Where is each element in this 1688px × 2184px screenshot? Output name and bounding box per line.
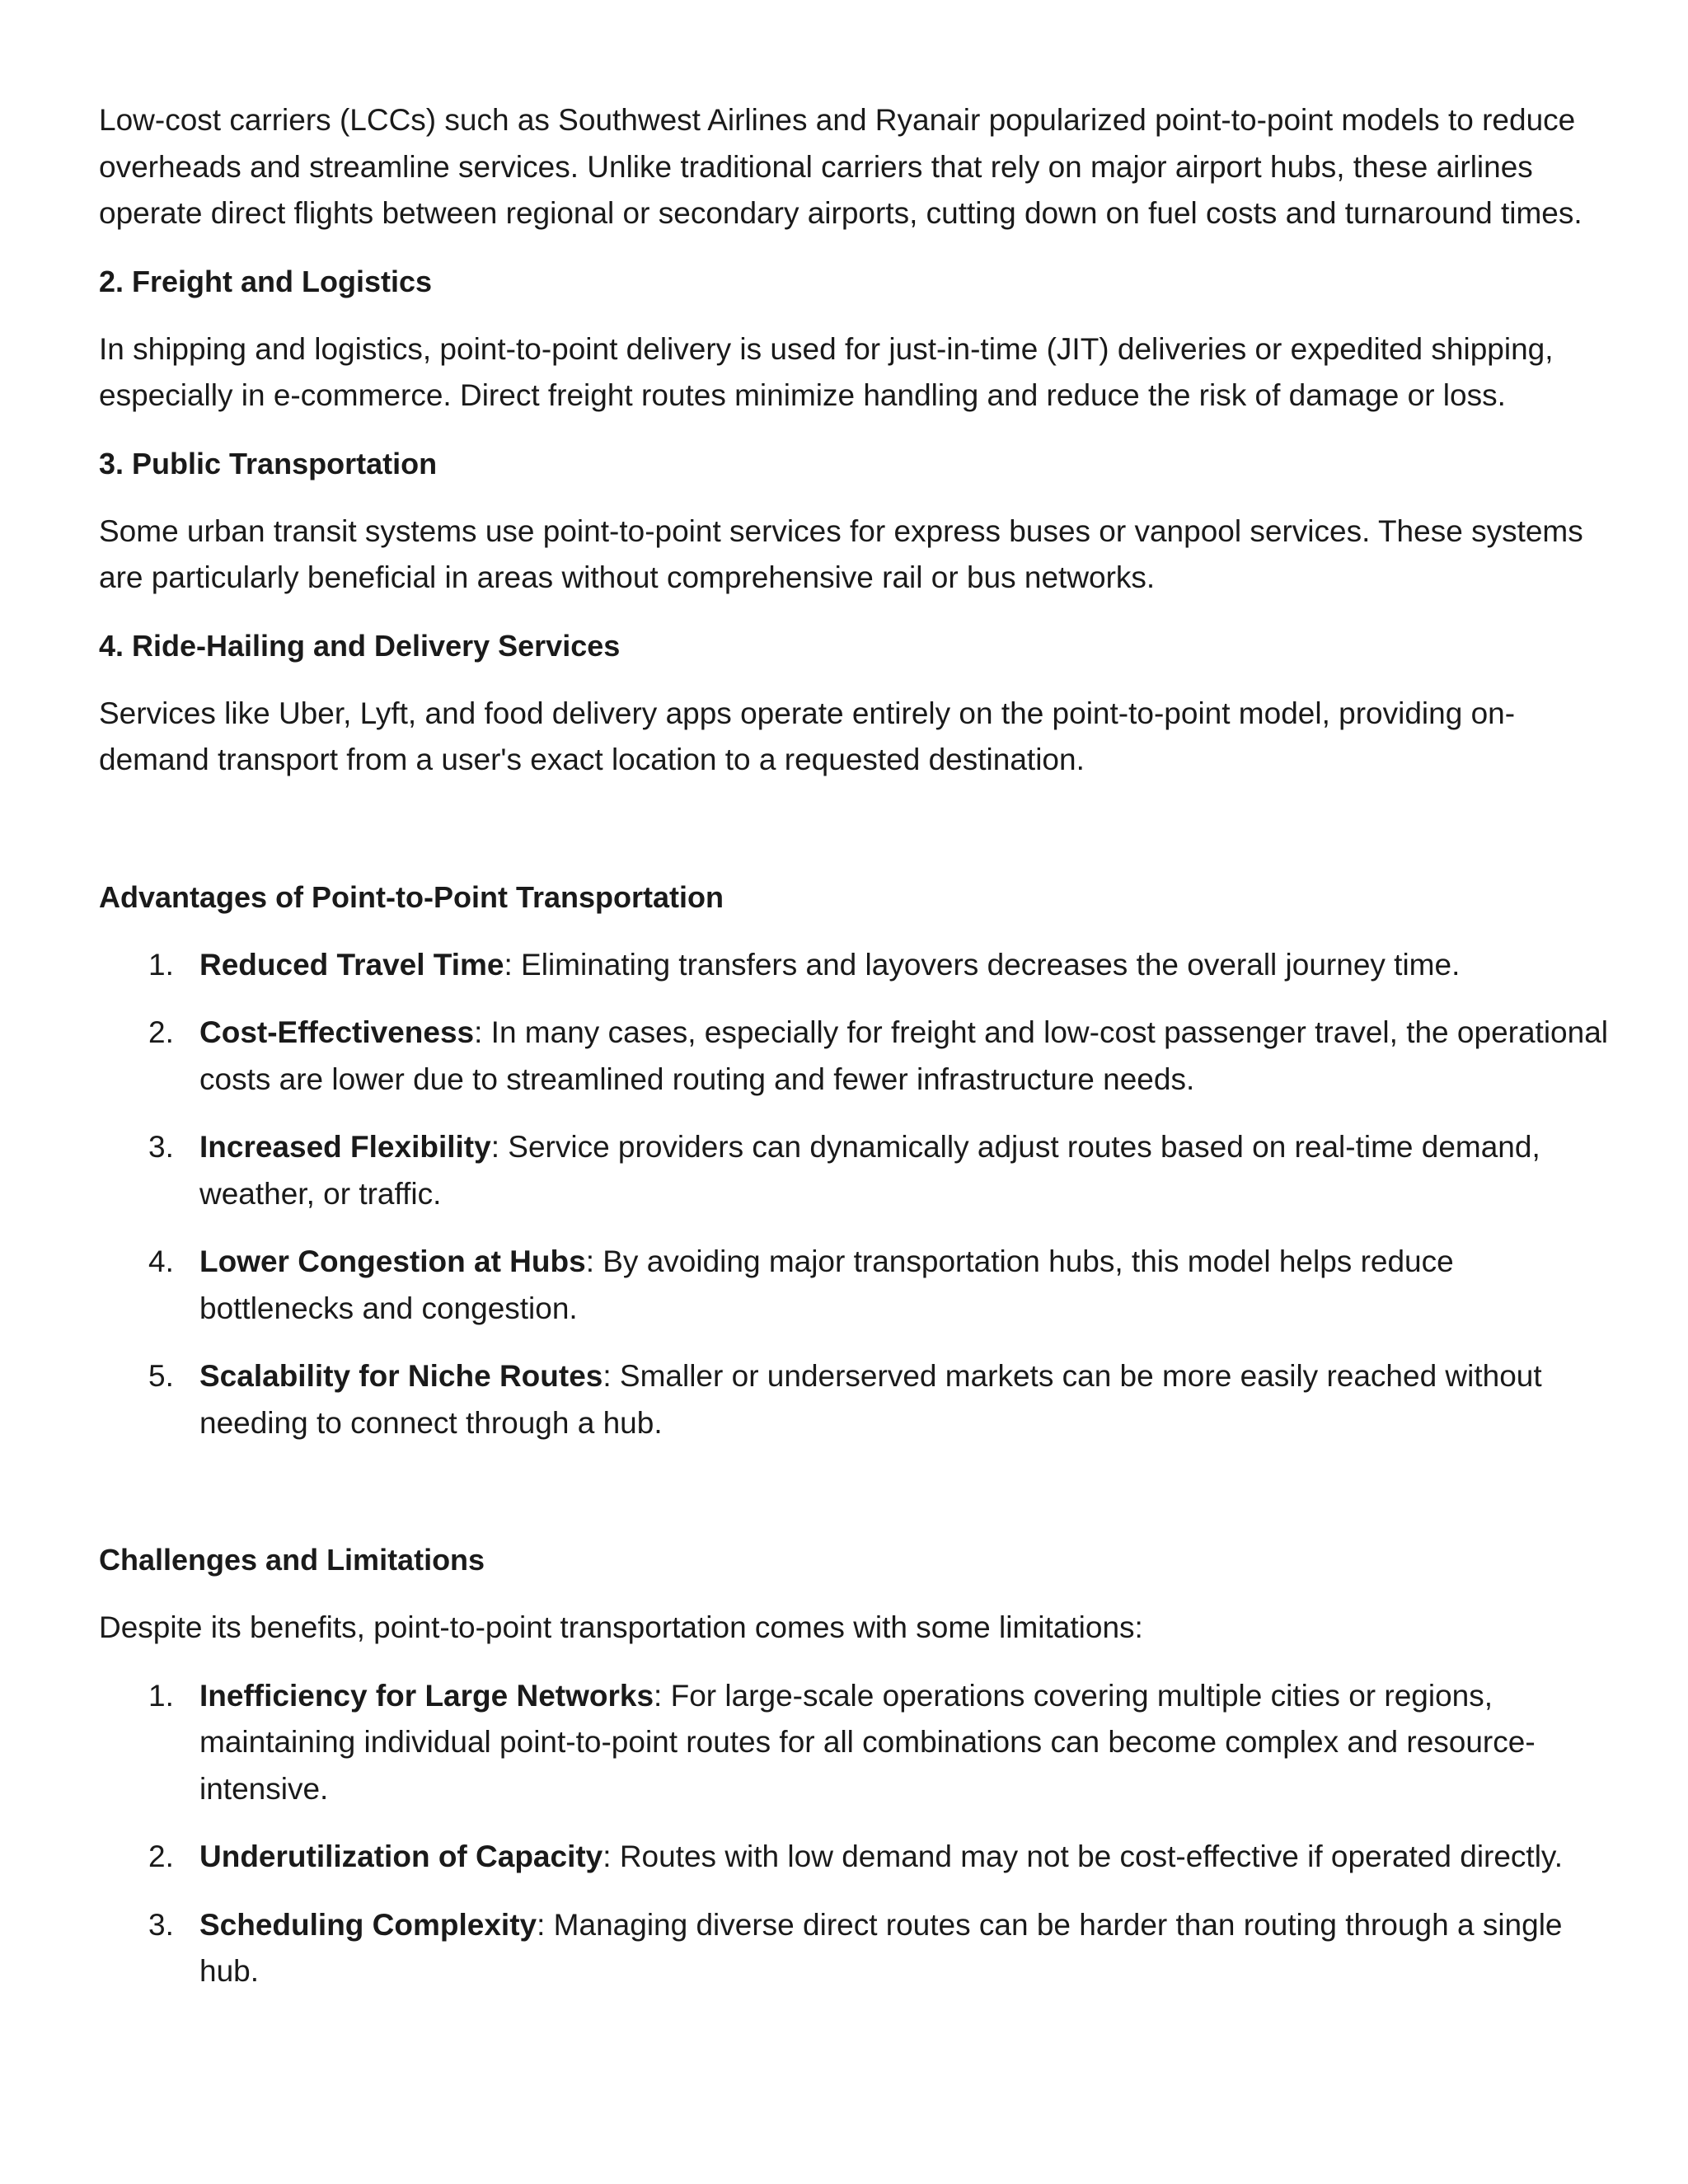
section-text-ride-hailing: Services like Uber, Lyft, and food delivery apps operate entirely on the point-to-point model, providing on-demand transport from a user's exact location to a requested destination. [99, 696, 1516, 776]
list-item [99, 1353, 1615, 1446]
list-number: 1. [148, 947, 174, 982]
list-term: Reduced Travel Time [199, 947, 504, 982]
section-text-public-transport: Some urban transit systems use point-to-point services for express buses or vanpool services. These systems are particularly beneficial in areas without comprehensive rail or bus networks. [99, 513, 1583, 594]
challenges-heading: Challenges and Limitations [99, 1543, 485, 1577]
list-term: Inefficiency for Large Networks [199, 1678, 654, 1713]
list-term: Scheduling Complexity [199, 1907, 537, 1942]
list-item [99, 1673, 1615, 1813]
list-text: : For large-scale operations covering multiple cities or regions, maintaining individual point-to-point routes for all combinations can become complex and resource-intensive. [199, 1678, 1536, 1806]
list-term: Increased Flexibility [199, 1130, 491, 1164]
advantages-list [99, 942, 1615, 1447]
list-number: 5. [148, 1359, 174, 1393]
list-item [99, 1834, 1615, 1881]
list-text: : Managing diverse direct routes can be harder than routing through a single hub. [199, 1907, 1563, 1988]
section-heading-public-transport: 3. Public Transportation [99, 446, 438, 480]
list-text: : Routes with low demand may not be cost-effective if operated directly. [603, 1840, 1563, 1873]
list-number: 3. [148, 1130, 174, 1164]
list-item [99, 942, 1615, 989]
list-text: : Eliminating transfers and layovers decreases the overall journey time. [504, 947, 1461, 982]
document-page [99, 97, 1615, 2017]
section-text-freight: In shipping and logistics, point-to-point delivery is used for just-in-time (JIT) deliveries or expedited shipping, especially in e-commerce. Direct freight routes minimize handling and reduce the risk of damage or loss. [99, 331, 1554, 412]
section-heading-ride-hailing: 4. Ride-Hailing and Delivery Services [99, 628, 621, 663]
section-heading-freight: 2. Freight and Logistics [99, 264, 433, 298]
list-item [99, 1124, 1615, 1217]
list-text: : By avoiding major transportation hubs, this model helps reduce bottlenecks and congestion. [199, 1244, 1454, 1325]
intro-paragraph: Low-cost carriers (LCCs) such as Southwest Airlines and Ryanair popularized point-to-point models to reduce overheads and streamline services. Unlike traditional carriers that rely on major airport hubs, these airlines operate direct flights between regional or secondary airports, cutting down on fuel costs and turnaround times. [99, 103, 1582, 230]
list-term: Lower Congestion at Hubs [199, 1244, 586, 1278]
list-number: 2. [148, 1015, 174, 1049]
list-term: Underutilization of Capacity [199, 1840, 603, 1873]
challenges-intro: Despite its benefits, point-to-point transportation comes with some limitations: [99, 1610, 1143, 1644]
list-item [99, 1010, 1615, 1103]
list-number: 2. [148, 1840, 174, 1873]
challenges-list [99, 1673, 1615, 1995]
list-term: Scalability for Niche Routes [199, 1359, 603, 1393]
list-number: 4. [148, 1244, 174, 1278]
list-number: 1. [148, 1678, 174, 1713]
list-number: 3. [148, 1907, 174, 1942]
list-text: : Service providers can dynamically adjust routes based on real-time demand, weather, or traffic. [199, 1130, 1540, 1211]
list-term: Cost-Effectiveness [199, 1015, 475, 1049]
list-text: : Smaller or underserved markets can be more easily reached without needing to connect through a hub. [199, 1359, 1542, 1440]
advantages-heading: Advantages of Point-to-Point Transportation [99, 879, 724, 914]
list-text: : In many cases, especially for freight and low-cost passenger travel, the operational costs are lower due to streamlined routing and fewer infrastructure needs. [199, 1015, 1608, 1096]
list-item [99, 1902, 1615, 1995]
list-item [99, 1239, 1615, 1332]
